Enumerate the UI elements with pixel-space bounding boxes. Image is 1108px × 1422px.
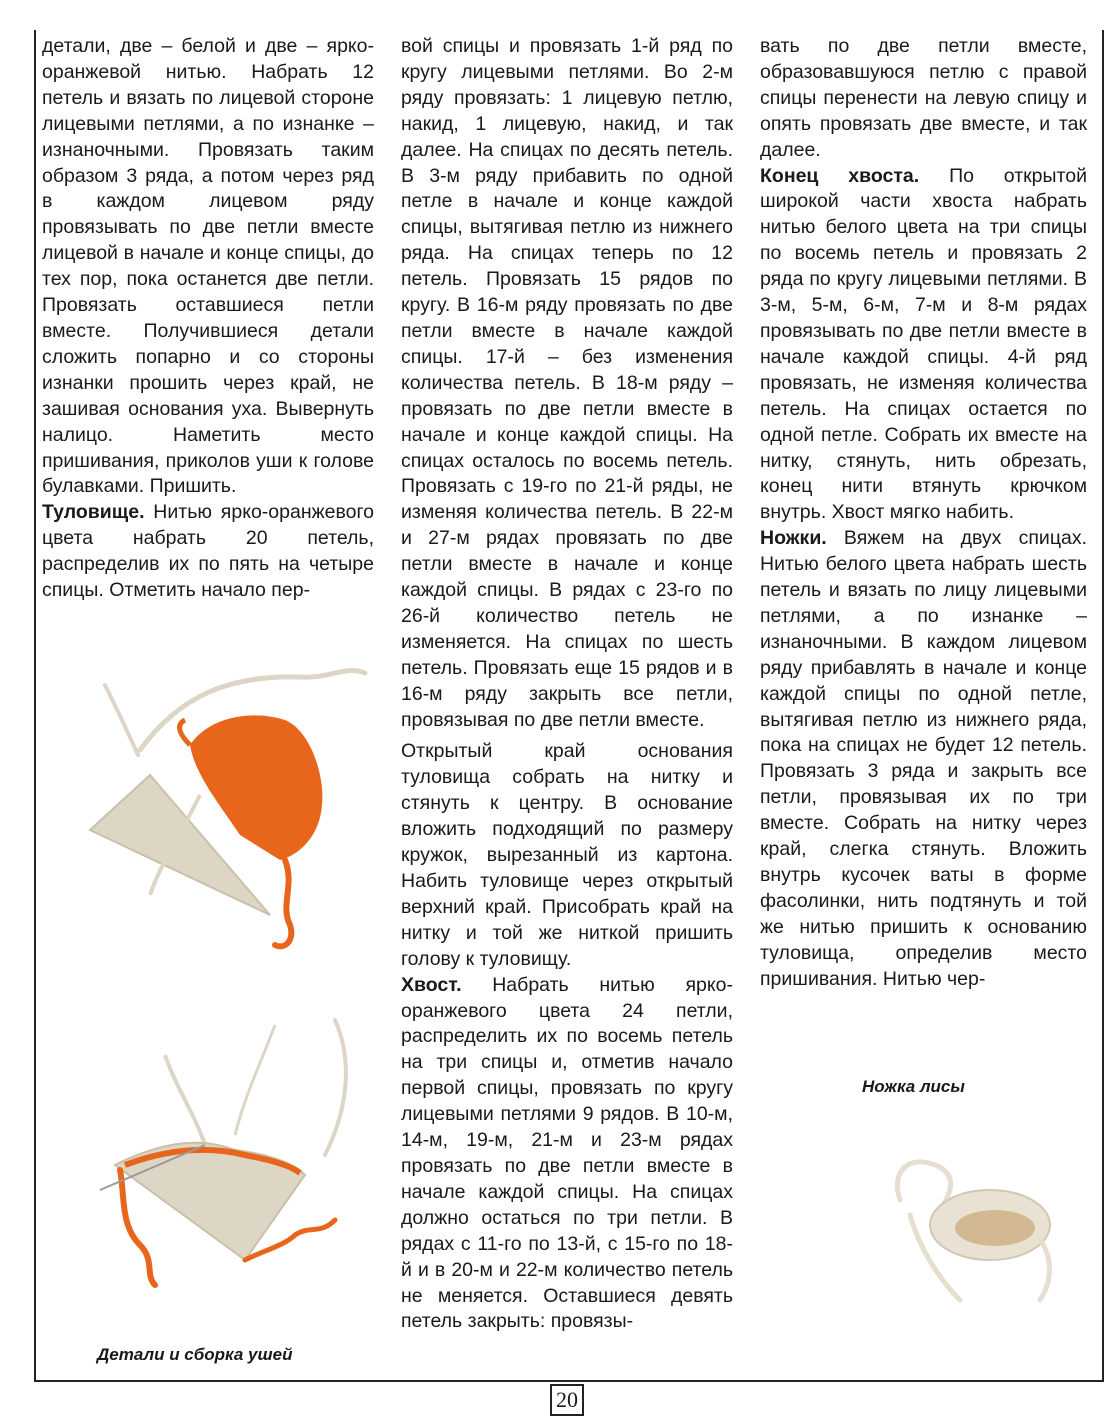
text-column-1 bbox=[42, 34, 374, 604]
caption-foot: Ножка лисы bbox=[862, 1077, 965, 1096]
paragraph-text: Нитью ярко-оранжевого цвета набрать 20 петель, распределив их по пять на четыре спицы. Отметить начало пер- bbox=[42, 501, 374, 602]
section-heading: Конец хвоста. bbox=[760, 164, 920, 187]
paragraph: детали, две – белой и две – ярко-оранжевой нитью. Набрать 12 петель и вязать по лицевой стороне лицевыми петлями, а по изнанке – изнаночными. Провязать таким образом 3 ряда, а потом через ряд в каждом лицевом ряду провязывать по две петли вместе лицевой в начале и конце спицы, до тех пор, пока останется две петли. Провязать оставшиеся петли вместе. Получившиеся детали сложить попарно и со стороны изнанки прошить через край, не зашивая основания уха. Вывернуть налицо. Наметить место пришивания, приколов уши к голове булавками. Пришить. bbox=[42, 35, 374, 498]
photo-fox-foot bbox=[880, 1140, 1080, 1310]
paragraph bbox=[42, 500, 374, 604]
paragraph bbox=[760, 526, 1087, 992]
paragraph bbox=[760, 164, 1087, 527]
paragraph: Открытый край основания туловища собрать на нитку и стянуть к центру. В основание вложить подходящий по размеру кружок, вырезанный из картона. Набить туловище через открытый верхний край. Присобрать край на нитку и той же ниткой пришить голову к туловищу. bbox=[401, 740, 733, 970]
paragraph-text: Набрать нитью ярко-оранжевого цвета 24 петли, распределить их по восемь петель на три спицы и, отметив начало первой спицы, провязать по кругу лицевыми петлями 9 рядов. В 10-м, 14-м, 19-м, 21-м и 23-м рядах провязать по две петли вместе в начале каждой спицы. На спицах должно остаться по три петли. В рядах с 11-го по 13-й, с 15-го по 18-й и в 20-м и 22-м количество петель не меняется. Оставшиеся девять петель закрыть: провязы- bbox=[401, 973, 733, 1333]
text-column-2 bbox=[401, 34, 733, 1335]
paragraph bbox=[401, 973, 733, 1336]
photo-ear-pieces bbox=[80, 655, 380, 955]
photo-ear-assembly bbox=[95, 1005, 385, 1295]
text-column-3 bbox=[760, 34, 1087, 993]
paragraph-text: Вяжем на двух спицах. Нитью белого цвета набрать шесть петель и вязать по лицу лицевыми петлями, а по изнанке – изнаночными. В каждом лицевом ряду прибавлять в начале и конце каждой спицы по одной петле, вытягивая петлю из нижнего ряда, пока на спицах не будет 12 петель. Провязать 3 ряда и закрыть все петли, провязывая их по три вместе. Собрать на нитку через край, слегка стянуть. Вложить внутрь кусочек ваты в форме фасолинки, нить подтянуть и той же нитью пришить к основанию туловища, определив место пришивания. Нитью чер- bbox=[760, 527, 1087, 990]
paragraph: вой спицы и провязать 1-й ряд по кругу лицевыми петлями. Во 2-м ряду провязать: 1 лицевую петлю, накид, 1 лицевую, накид, и так далее. На спицах по десять петель. В 3-м ряду прибавить по одной петле в начале и конце каждой спицы, вытягивая петлю из нижнего ряда. На спицах теперь по 12 петель. Провязать 15 рядов по кругу. В 16-м ряду провязать по две петли вместе в начале каждой спицы. 17-й – без изменения количества петель. В 18-м ряду – провязать по две петли вместе в начале и конце каждой спицы. На спицах осталось по восемь петель. Провязать с 19-го по 21-й ряды, не изменяя количества петель. В 22-м и 27-м рядах провязать по две петли вместе в начале и конце каждой спицы. В рядах с 23-го по 26-й количество петель не изменяется. На спицах по шесть петель. Провязать еще 15 рядов и в 16-м ряду закрыть все петли, провязывая по две петли вместе. bbox=[401, 35, 733, 731]
section-heading: Туловище. bbox=[42, 501, 145, 524]
paragraph-text: По открытой широкой части хвоста набрать нитью белого цвета на три спицы по восемь петель и провязать 2 ряда по кругу лицевыми петлями. В 3-м, 5-м, 6-м, 7-м и 8-м рядах провязывать по две петли вместе в начале каждой спицы. 4-й ряд провязать, не изменяя количества петель. На спицах остается по одной петле. Собрать их вместе на нитку, стянуть, нить обрезать, конец нити втянуть крючком внутрь. Хвост мягко набить. bbox=[760, 164, 1087, 524]
section-heading: Хвост. bbox=[401, 973, 462, 996]
section-heading: Ножки. bbox=[760, 527, 827, 550]
page-number: 20 bbox=[550, 1384, 584, 1416]
caption-ears: Детали и сборка ушей bbox=[97, 1345, 293, 1364]
paragraph: вать по две петли вместе, образовавшуюся петлю с правой спицы перенести на левую спицу и опять провязать две вместе, и так далее. bbox=[760, 35, 1087, 161]
